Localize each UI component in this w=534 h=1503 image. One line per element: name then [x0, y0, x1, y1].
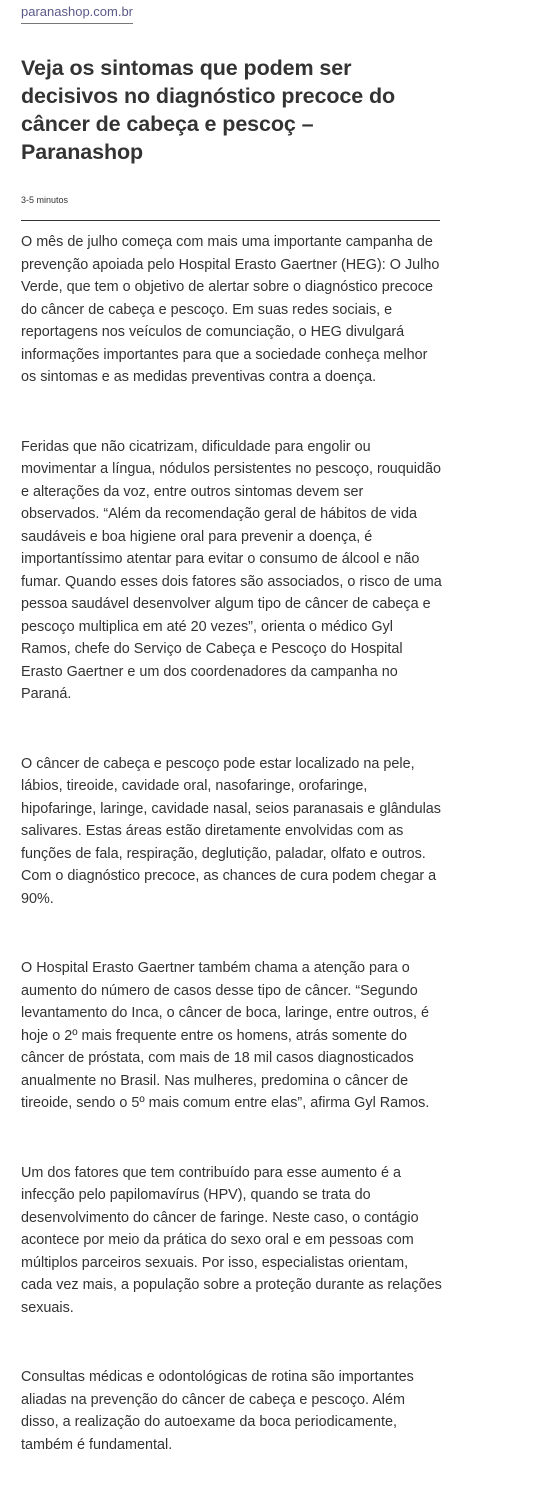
read-time: 3-5 minutos: [21, 195, 69, 205]
header-divider: [21, 220, 440, 221]
article-body: [21, 231, 443, 1503]
article-paragraph: O mês de julho começa com mais uma importante campanha de prevenção apoiada pelo Hospital Erasto Gaertner (HEG): O Julho Verde, que tem o objetivo de alertar sobre o diagnóstico precoce do câncer de cabeça e pescoço. Em suas redes sociais, e reportagens nos veículos de comunciação, o HEG divulgará informações importantes para que a sociedade conheça melhor os sintomas e as medidas preventivas contra a doença.: [21, 234, 440, 385]
article-paragraph: O Hospital Erasto Gaertner também chama a atenção para o aumento do número de casos desse tipo de câncer. “Segundo levantamento do Inca, o câncer de boca, laringe, entre outros, é hoje o 2º mais frequente entre os homens, atrás somente do câncer de próstata, com mais de 18 mil casos diagnosticados anualmente no Brasil. Nas mulheres, predomina o câncer de tireoide, sendo o 5º mais comum entre elas”, afirma Gyl Ramos.: [21, 960, 430, 1111]
article-paragraph: Feridas que não cicatrizam, dificuldade para engolir ou movimentar a língua, nódulos persistentes no pescoço, rouquidão e alterações da voz, entre outros sintomas devem ser observados. “Além da recomendação geral de hábitos de vida saudáveis e boa higiene oral para prevenir a doença, é importantíssimo atentar para evitar o consumo de álcool e não fumar. Quando esses dois fatores são associados, o risco de uma pessoa saudável desenvolver algum tipo de câncer de cabeça e pescoço multiplica em até 20 vezes”, orienta o médico Gyl Ramos, chefe do Serviço de Cabeça e Pescoço do Hospital Erasto Gaertner e um dos coordenadores da campanha no Paraná.: [21, 438, 442, 702]
article-paragraph: Consultas médicas e odontológicas de rotina são importantes aliadas na prevenção do câncer de cabeça e pescoço. Além disso, a realização do autoexame da boca periodicamente, também é fundamental.: [21, 1369, 414, 1453]
article-paragraph: Um dos fatores que tem contribuído para esse aumento é a infecção pelo papilomavírus (HPV), quando se trata do desenvolvimento do câncer de faringe. Neste caso, o contágio acontece por meio da prática do sexo oral e em pessoas com múltiplos parceiros sexuais. Por isso, especialistas orientam, cada vez mais, a população sobre a proteção durante as relações sexuais.: [21, 1164, 442, 1316]
article-paragraph: O câncer de cabeça e pescoço pode estar localizado na pele, lábios, tireoide, cavidade oral, nasofaringe, orofaringe, hipofaringe, laringe, cavidade nasal, seios paranasais e glândulas salivares. Estas áreas estão diretamente envolvidas com as funções de fala, respiração, deglutição, paladar, olfato e outros. Com o diagnóstico precoce, as chances de cura podem chegar a 90%.: [21, 755, 442, 907]
article-title: Veja os sintomas que podem ser decisivos no diagnóstico precoce do câncer de cabeça e pescoç – Paranashop: [21, 56, 396, 164]
site-domain-link[interactable]: paranashop.com.br: [21, 4, 133, 24]
